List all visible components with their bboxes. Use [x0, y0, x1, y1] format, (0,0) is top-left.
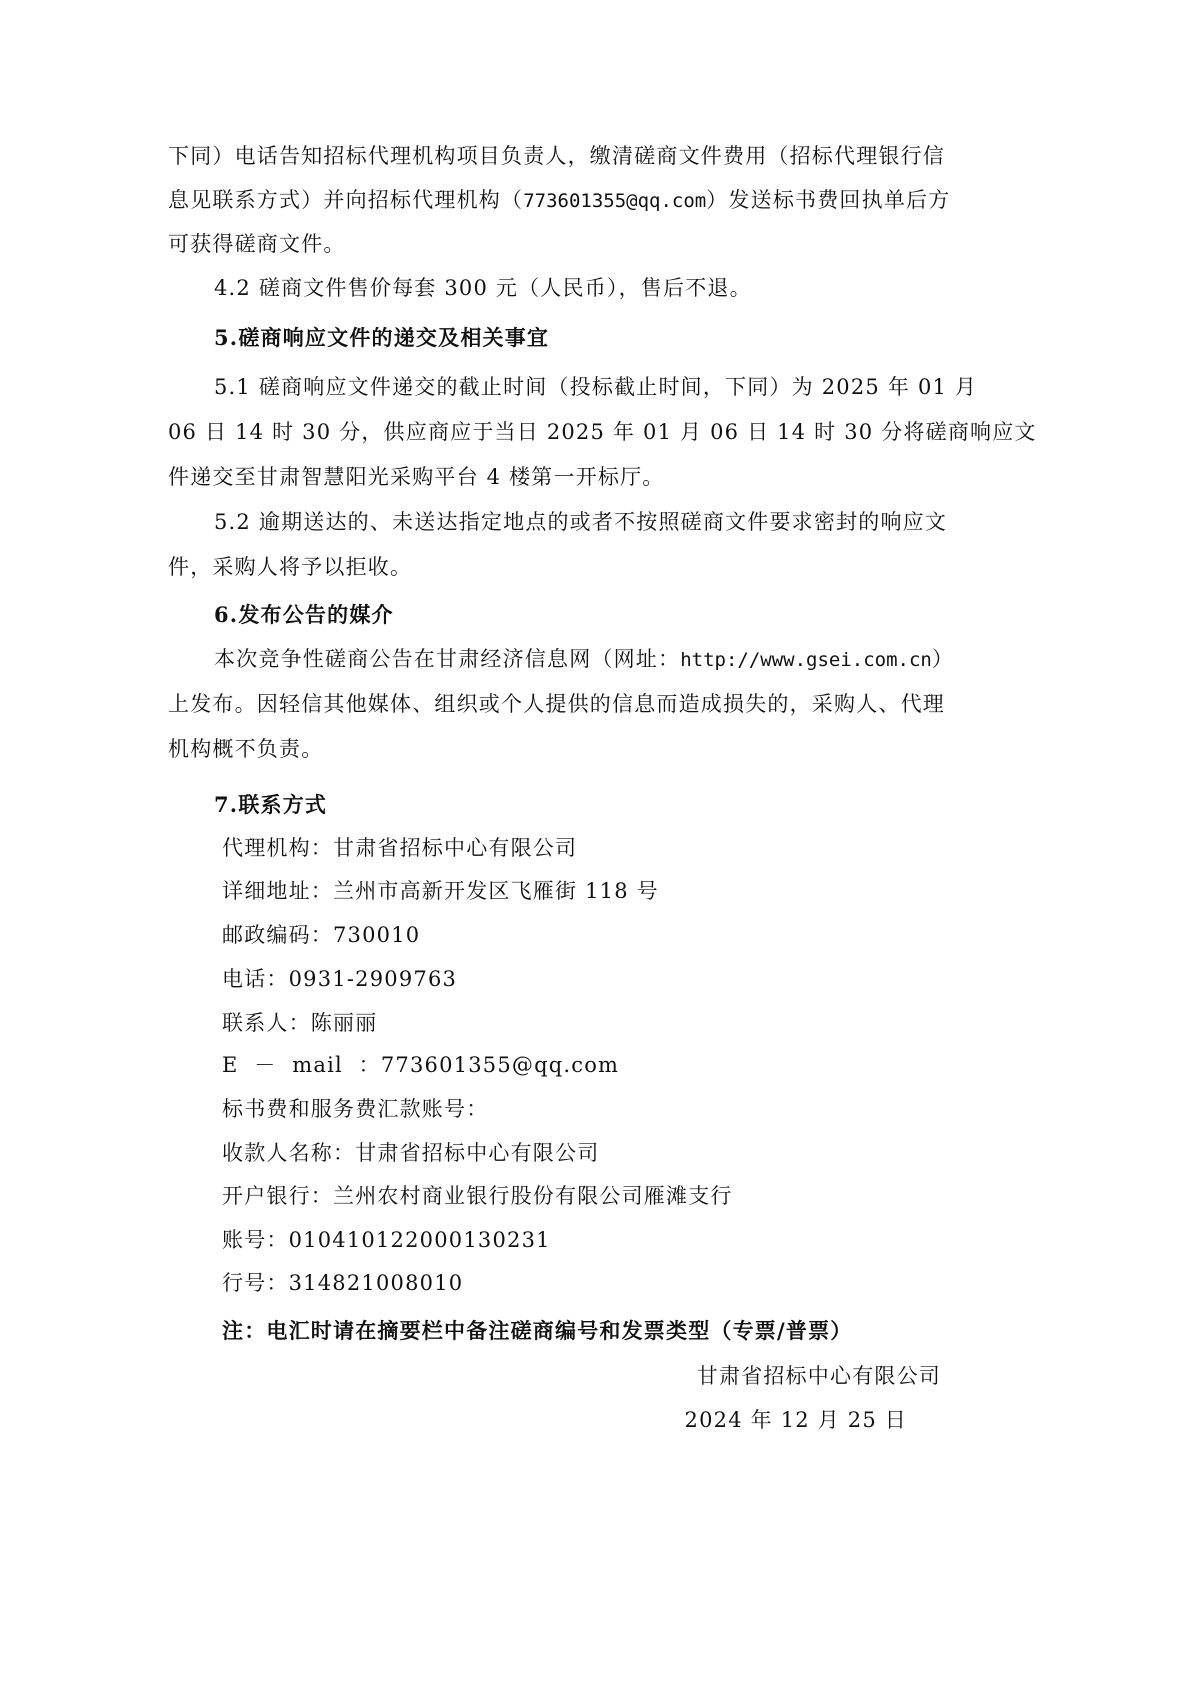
agency-email-inline: 773601355@qq.com [523, 190, 707, 212]
contact-agency: 代理机构：甘肃省招标中心有限公司 [222, 836, 578, 860]
bank-name: 开户银行：兰州农村商业银行股份有限公司雁滩支行 [222, 1184, 733, 1208]
section6-line-2: 上发布。因轻信其他媒体、组织或个人提供的信息而造成损失的，采购人、代理 [168, 692, 945, 716]
section5-heading: 5.磋商响应文件的递交及相关事宜 [214, 325, 550, 350]
contact-person: 联系人：陈丽丽 [222, 1011, 378, 1035]
contact-phone: 电话：0931-2909763 [222, 967, 458, 991]
section4-line-2-a: 息见联系方式）并向招标代理机构（ [168, 188, 524, 212]
section4-line-1: 下同）电话告知招标代理机构项目负责人，缴清磋商文件费用（招标代理银行信 [168, 144, 945, 168]
payee-name: 收款人名称：甘肃省招标中心有限公司 [222, 1141, 600, 1165]
item-5-2-line-2: 件，采购人将予以拒收。 [168, 555, 413, 579]
section6-line-1-b: ） [931, 647, 955, 671]
contact-email: E － mail ：773601355@qq.com [222, 1053, 620, 1077]
section6-line-1 [214, 644, 954, 675]
item-5-1-line-2: 06 日 14 时 30 分，供应商应于当日 2025 年 01 月 06 日 14 时 30 分将磋商响应文 [168, 420, 1037, 444]
signature-company: 甘肃省招标中心有限公司 [696, 1364, 941, 1388]
item-4-2: 4.2 磋商文件售价每套 300 元（人民币），售后不退。 [214, 276, 752, 300]
item-5-2-line-1: 5.2 逾期送达的、未送达指定地点的或者不按照磋商文件要求密封的响应文 [214, 510, 948, 534]
contact-postcode: 邮政编码：730010 [222, 923, 421, 947]
fee-account-title: 标书费和服务费汇款账号： [222, 1097, 489, 1121]
item-5-1-line-1: 5.1 磋商响应文件递交的截止时间（投标截止时间，下同）为 2025 年 01 月 [214, 375, 978, 399]
section4-line-3: 可获得磋商文件。 [168, 232, 346, 256]
section6-line-1-a: 本次竞争性磋商公告在甘肃经济信息网（网址： [214, 647, 681, 671]
website-url: http://www.gsei.com.cn [680, 649, 932, 671]
section4-line-2 [168, 185, 950, 216]
section6-heading: 6.发布公告的媒介 [214, 602, 394, 627]
section6-line-3: 机构概不负责。 [168, 737, 324, 761]
section7-heading: 7.联系方式 [214, 792, 328, 817]
item-5-1-line-3: 件递交至甘肃智慧阳光采购平台 4 楼第一开标厅。 [168, 465, 665, 489]
section4-line-2-b: ）发送标书费回执单后方 [706, 188, 951, 212]
contact-address: 详细地址：兰州市高新开发区飞雁街 118 号 [222, 879, 659, 903]
bank-code: 行号：314821008010 [222, 1271, 464, 1295]
signature-date: 2024 年 12 月 25 日 [684, 1408, 907, 1432]
account-number: 账号：010410122000130231 [222, 1228, 551, 1252]
remittance-note: 注：电汇时请在摘要栏中备注磋商编号和发票类型（专票/普票） [222, 1318, 853, 1343]
